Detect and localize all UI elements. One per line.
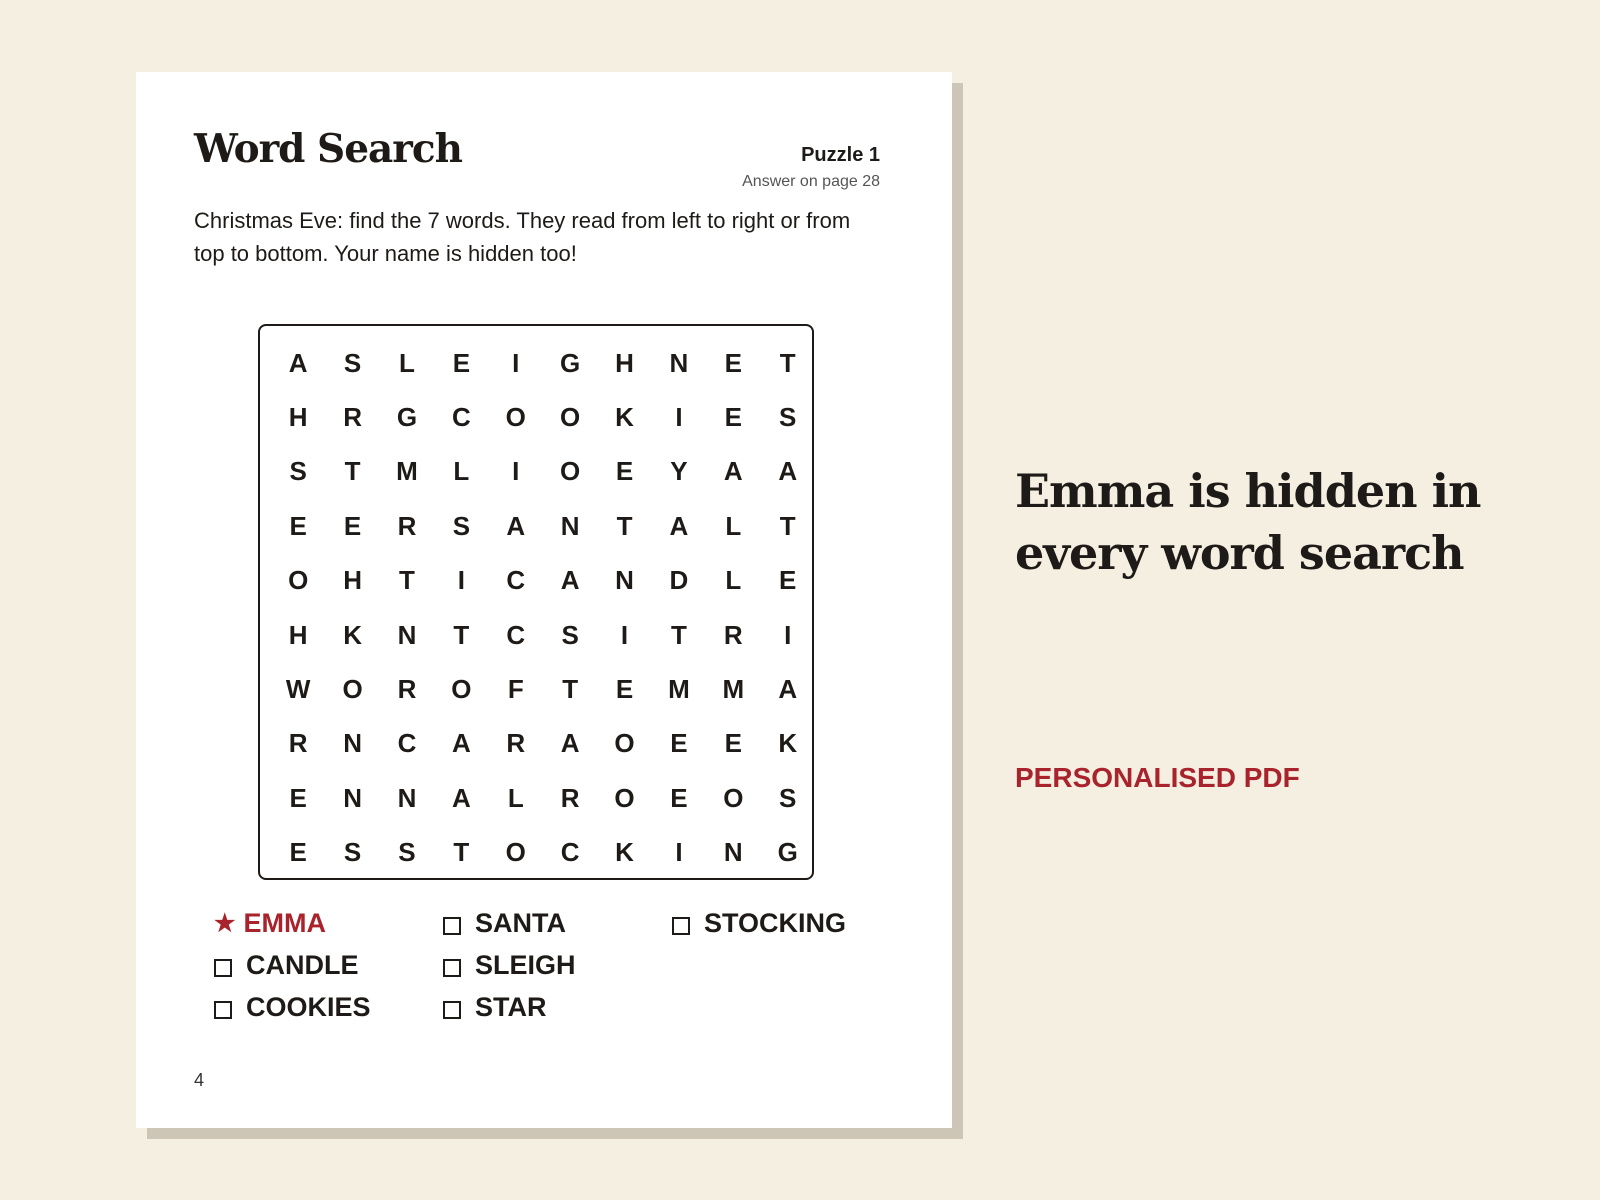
- grid-cell: N: [615, 565, 634, 596]
- answer-note: Answer on page 28: [742, 173, 880, 190]
- grid-cell: A: [506, 510, 526, 541]
- grid-cell: R: [397, 674, 417, 705]
- page-title: Word Search: [194, 126, 462, 172]
- grid-cell: A: [778, 456, 798, 487]
- grid-cell: N: [397, 619, 417, 650]
- grid-cell: Y: [670, 456, 688, 487]
- grid-cell: I: [620, 619, 629, 650]
- checkbox-icon[interactable]: [443, 917, 461, 935]
- grid-cell: T: [616, 510, 633, 541]
- grid-cell: I: [457, 565, 465, 596]
- grid-cell: I: [512, 456, 520, 487]
- grid-cell: C: [451, 402, 471, 433]
- grid-cell: L: [725, 565, 742, 596]
- word-label: STOCKING: [704, 907, 847, 938]
- grid-cell: S: [343, 347, 362, 378]
- puzzle-label: Puzzle 1: [801, 144, 880, 166]
- grid-cell: O: [288, 565, 309, 596]
- grid-cell: R: [288, 728, 308, 759]
- word-label: CANDLE: [246, 949, 359, 980]
- grid-cell: R: [560, 782, 580, 813]
- checkbox-icon[interactable]: [672, 917, 690, 935]
- worksheet-page: [136, 72, 952, 1128]
- word-label: COOKIES: [246, 991, 371, 1022]
- grid-cell: H: [288, 402, 308, 433]
- checkbox-icon[interactable]: [214, 1001, 232, 1019]
- grid-cell: G: [777, 837, 798, 868]
- grid-cell: E: [615, 674, 634, 705]
- grid-cell: M: [668, 674, 690, 705]
- grid-cell: T: [344, 456, 361, 487]
- grid-cell: T: [453, 837, 470, 868]
- checkbox-icon[interactable]: [214, 959, 232, 977]
- grid-cell: O: [614, 782, 635, 813]
- word-item: [443, 944, 672, 986]
- word-item: [443, 986, 672, 1028]
- grid-cell: E: [452, 347, 471, 378]
- word-item: [214, 902, 443, 944]
- grid-cell: K: [343, 619, 362, 650]
- grid-cell: C: [397, 728, 417, 759]
- grid-cell: E: [670, 728, 688, 759]
- grid-cell: T: [670, 619, 687, 650]
- grid-cell: A: [560, 728, 580, 759]
- grid-cell: O: [451, 674, 472, 705]
- grid-cell: S: [289, 456, 307, 487]
- grid-cell: K: [615, 402, 634, 433]
- grid-cell: W: [285, 674, 311, 705]
- grid-cell: H: [615, 347, 634, 378]
- star-icon: ★: [214, 909, 236, 937]
- checkbox-icon[interactable]: [443, 1001, 461, 1019]
- grid-cell: T: [562, 674, 579, 705]
- grid-cell: N: [669, 347, 689, 378]
- grid-cell: K: [778, 728, 798, 759]
- letter-grid-box: [258, 324, 814, 880]
- grid-cell: S: [398, 837, 416, 868]
- grid-cell: F: [507, 674, 524, 705]
- grid-cell: O: [723, 782, 744, 813]
- grid-cell: I: [512, 347, 520, 378]
- grid-cell: T: [453, 619, 470, 650]
- grid-cell: T: [399, 565, 415, 596]
- grid-cell: E: [724, 402, 742, 433]
- grid-cell: I: [675, 402, 683, 433]
- word-item: [214, 944, 443, 986]
- promo-headline: Emma is hidden in every word search: [1015, 464, 1481, 580]
- grid-cell: S: [779, 402, 797, 433]
- grid-cell: H: [343, 565, 362, 596]
- grid-cell: E: [343, 510, 362, 541]
- grid-cell: O: [560, 456, 581, 487]
- grid-cell: C: [506, 565, 526, 596]
- word-item: [443, 902, 672, 944]
- grid-cell: H: [288, 619, 308, 650]
- grid-cell: E: [289, 837, 307, 868]
- grid-cell: R: [397, 510, 417, 541]
- grid-cell: E: [289, 510, 307, 541]
- grid-cell: L: [725, 510, 742, 541]
- grid-cell: L: [453, 456, 470, 487]
- grid-cell: E: [615, 456, 634, 487]
- grid-cell: A: [723, 456, 743, 487]
- grid-cell: L: [399, 347, 415, 378]
- grid-cell: K: [615, 837, 634, 868]
- grid-cell: A: [288, 347, 308, 378]
- word-item: [214, 986, 443, 1028]
- grid-cell: T: [779, 510, 796, 541]
- grid-cell: I: [675, 837, 683, 868]
- grid-cell: M: [396, 456, 418, 487]
- grid-cell: A: [560, 565, 580, 596]
- grid-cell: S: [343, 837, 362, 868]
- grid-cell: N: [723, 837, 743, 868]
- grid-cell: L: [507, 782, 524, 813]
- grid-cell: R: [723, 619, 743, 650]
- grid-cell: N: [397, 782, 417, 813]
- grid-cell: O: [614, 728, 635, 759]
- grid-cell: G: [560, 347, 581, 378]
- page-number: 4: [194, 1070, 205, 1090]
- grid-cell: I: [784, 619, 792, 650]
- grid-cell: C: [560, 837, 580, 868]
- grid-cell: C: [506, 619, 526, 650]
- grid-cell: E: [289, 782, 307, 813]
- grid-cell: M: [722, 674, 745, 705]
- grid-cell: N: [343, 782, 362, 813]
- word-item: [672, 902, 901, 944]
- grid-cell: A: [451, 782, 471, 813]
- grid-cell: N: [560, 510, 580, 541]
- grid-cell: R: [506, 728, 526, 759]
- grid-cell: S: [452, 510, 471, 541]
- word-label: EMMA: [243, 907, 327, 938]
- letter-grid: [271, 336, 815, 880]
- grid-cell: E: [724, 347, 742, 378]
- grid-cell: G: [396, 402, 418, 433]
- word-list: [214, 902, 914, 1028]
- promo-tagline: PERSONALISED PDF: [1015, 762, 1300, 793]
- word-label: SLEIGH: [475, 949, 576, 980]
- grid-cell: A: [669, 510, 689, 541]
- grid-cell: O: [505, 837, 526, 868]
- grid-cell: O: [505, 402, 526, 433]
- checkbox-icon[interactable]: [443, 959, 461, 977]
- instructions: Christmas Eve: find the 7 words. They read from left to right or from top to bottom. Your name is hidden too!: [194, 208, 851, 266]
- word-label: SANTA: [475, 907, 566, 938]
- grid-cell: N: [343, 728, 362, 759]
- grid-cell: E: [724, 728, 742, 759]
- grid-cell: E: [670, 782, 688, 813]
- grid-cell: O: [560, 402, 581, 433]
- grid-cell: D: [669, 565, 689, 596]
- grid-cell: R: [343, 402, 362, 433]
- grid-cell: O: [342, 674, 363, 705]
- grid-cell: S: [779, 782, 797, 813]
- grid-cell: T: [779, 347, 796, 378]
- grid-cell: E: [779, 565, 797, 596]
- grid-cell: A: [778, 674, 798, 705]
- word-label: STAR: [475, 991, 547, 1022]
- grid-cell: A: [451, 728, 471, 759]
- grid-cell: S: [561, 619, 579, 650]
